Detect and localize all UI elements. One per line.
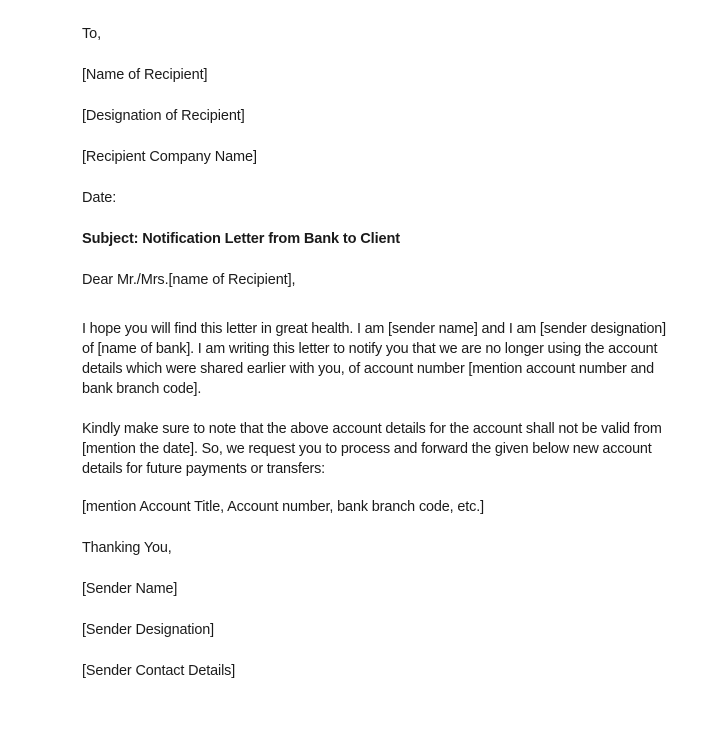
subject-line: Subject: Notification Letter from Bank to Client: [82, 231, 400, 247]
closing-line: Thanking You,: [82, 540, 172, 556]
signature-sender-designation: [Sender Designation]: [82, 622, 214, 638]
account-details-placeholder: [mention Account Title, Account number, bank branch code, etc.]: [82, 499, 485, 515]
signature-sender-name: [Sender Name]: [82, 581, 178, 597]
address-line-to: To,: [82, 26, 102, 42]
signature-sender-contact: [Sender Contact Details]: [82, 663, 236, 679]
address-line-recipient-company: [Recipient Company Name]: [82, 149, 257, 165]
address-line-recipient-designation: [Designation of Recipient]: [82, 108, 245, 124]
body-paragraph-1: I hope you will find this letter in great health. I am [sender name] and I am [sender designation] of [name of bank]. I am writing this letter to notify you that we are no longer using the account details which were shared earlier with you, of account number [mention account number and bank branch code].: [82, 321, 666, 397]
body-paragraph-2: Kindly make sure to note that the above account details for the account shall not be valid from [mention the date]. So, we request you to process and forward the given below new account details for future payments or transfers:: [82, 421, 662, 477]
salutation-line: Dear Mr./Mrs.[name of Recipient],: [82, 272, 296, 288]
address-line-date: Date:: [82, 190, 117, 206]
recipient-address-block: [82, 26, 670, 207]
signature-block: [82, 581, 670, 680]
address-line-recipient-name: [Name of Recipient]: [82, 67, 208, 83]
